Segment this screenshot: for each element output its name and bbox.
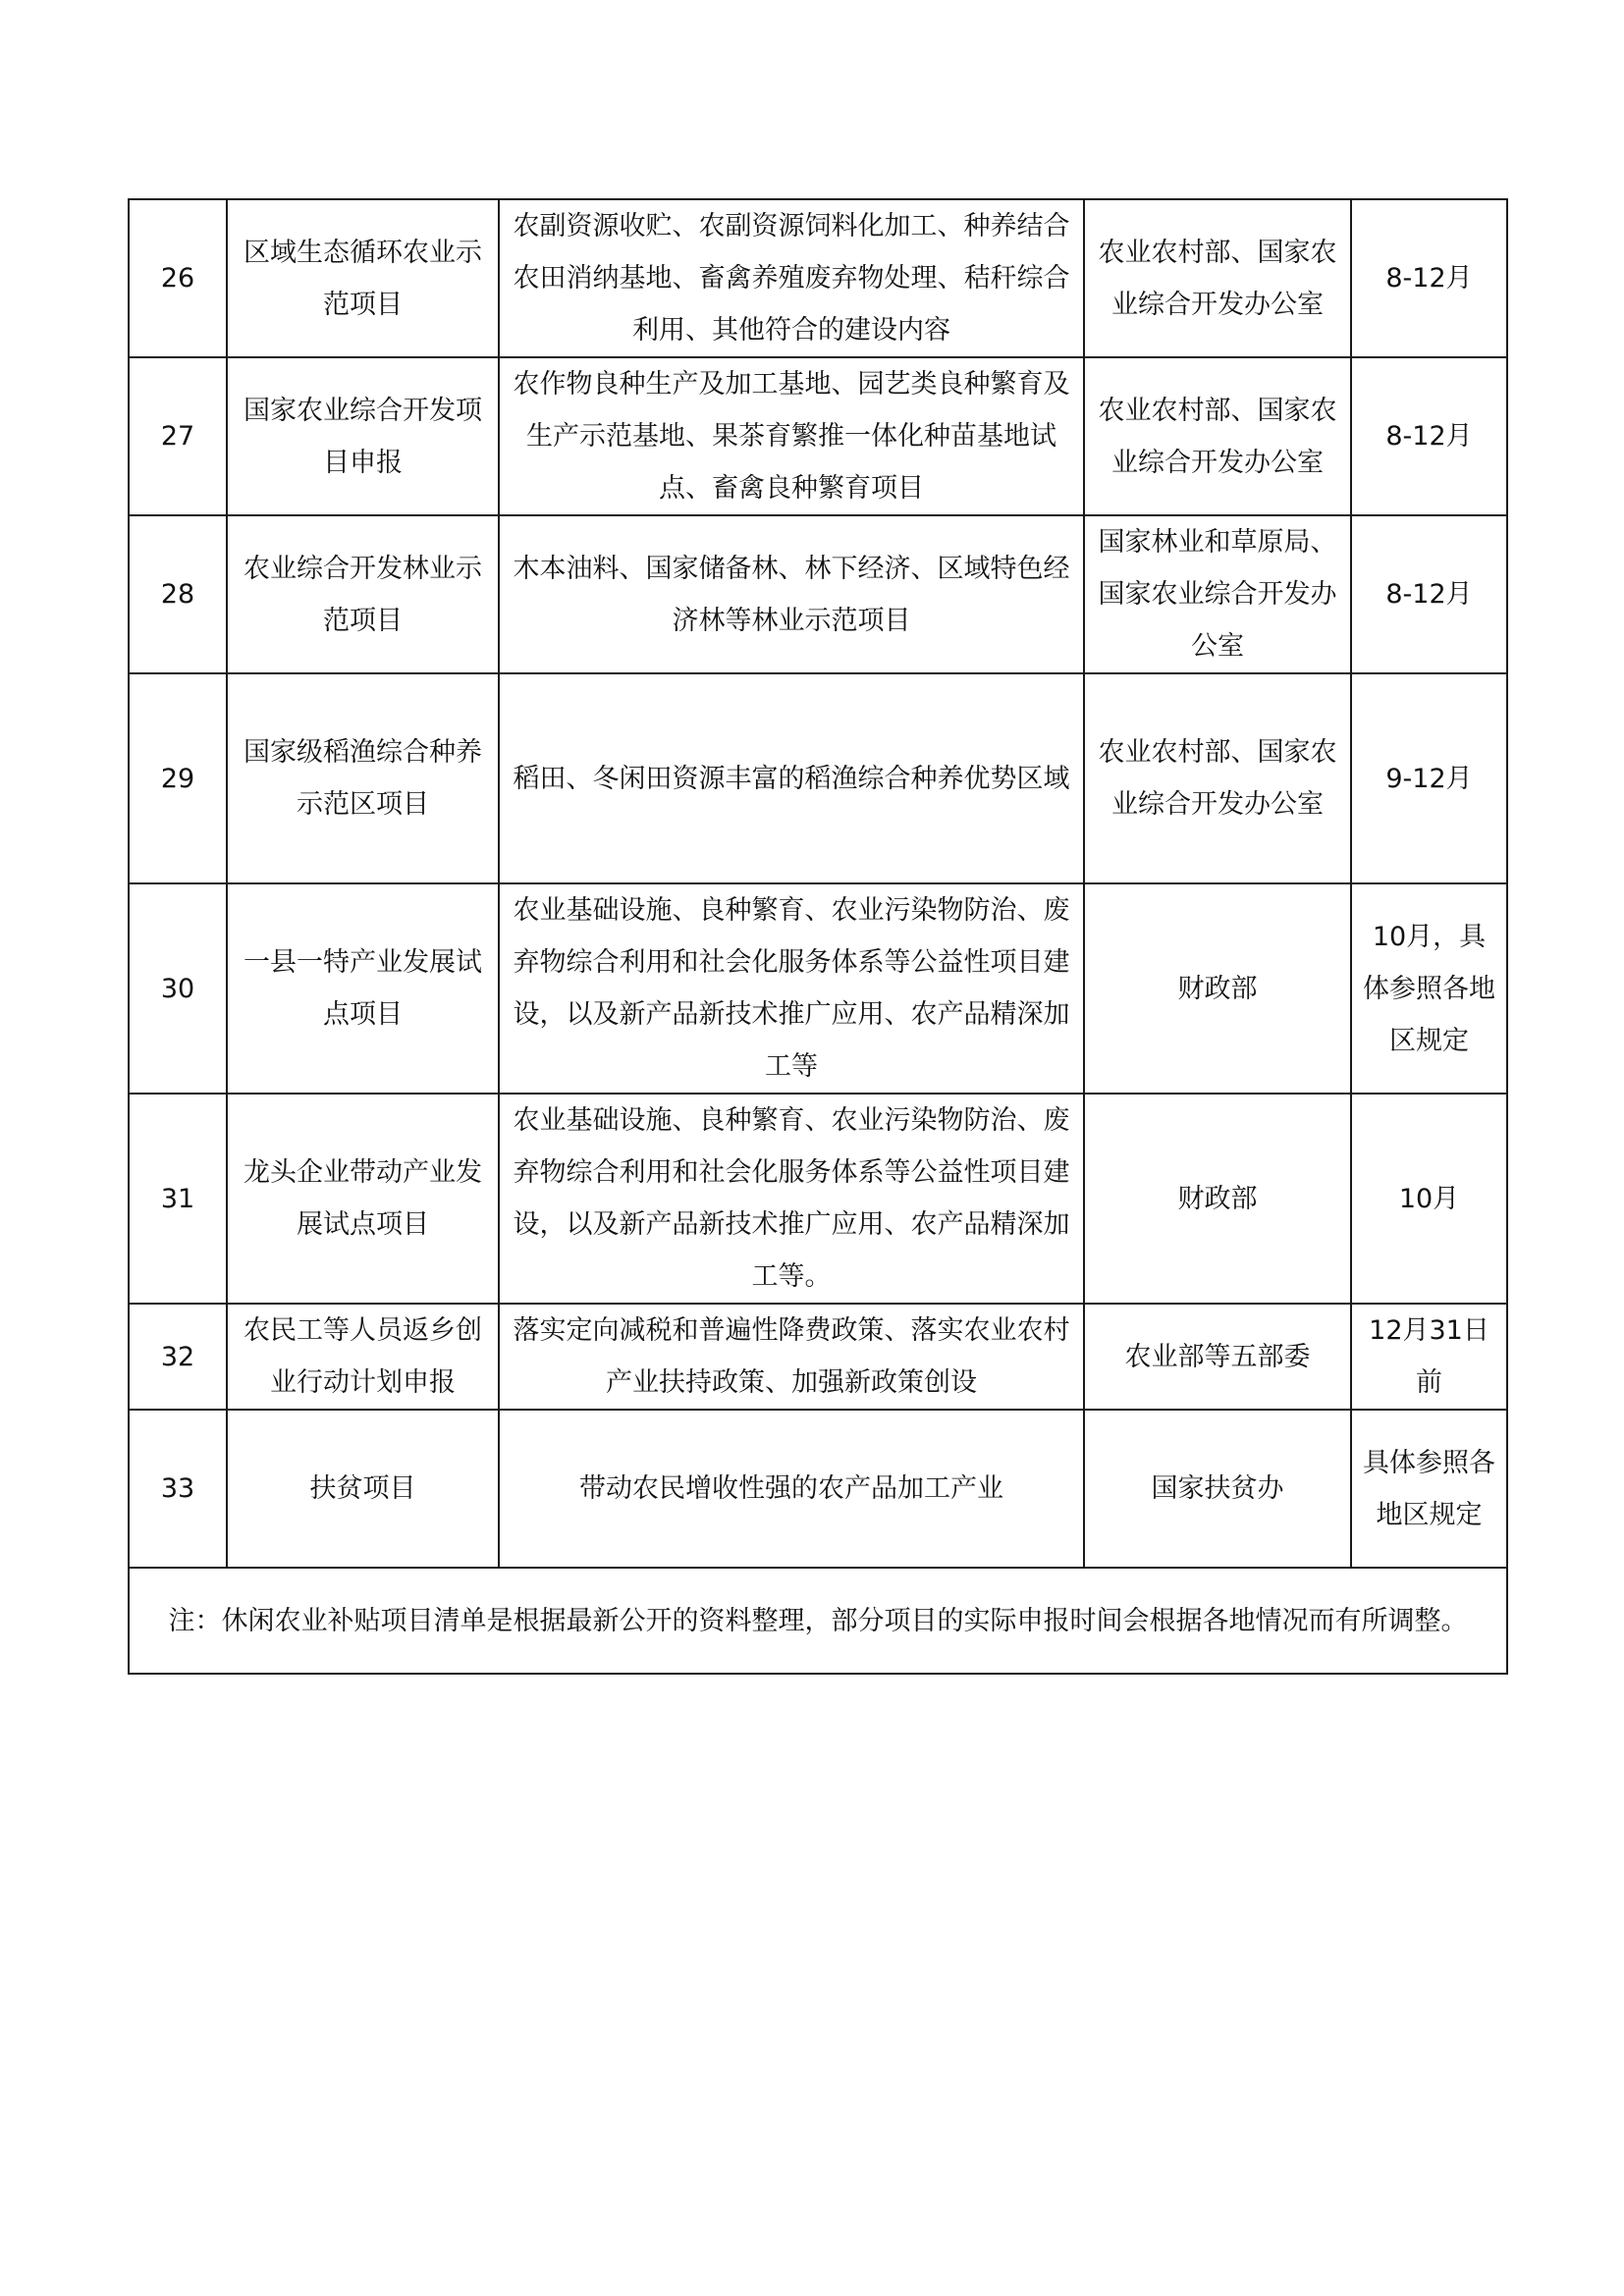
row-number: 26 xyxy=(129,199,227,357)
row-number: 33 xyxy=(129,1410,227,1568)
responsible-department: 国家扶贫办 xyxy=(1084,1410,1351,1568)
project-name: 扶贫项目 xyxy=(227,1410,499,1568)
table-note: 注：休闲农业补贴项目清单是根据最新公开的资料整理，部分项目的实际申报时间会根据各地情况而有所调整。 xyxy=(129,1568,1507,1674)
project-name: 龙头企业带动产业发展试点项目 xyxy=(227,1094,499,1304)
application-time: 8-12月 xyxy=(1351,515,1507,673)
responsible-department: 农业农村部、国家农业综合开发办公室 xyxy=(1084,199,1351,357)
project-content: 农副资源收贮、农副资源饲料化加工、种养结合农田消纳基地、畜禽养殖废弃物处理、秸秆综合利用、其他符合的建设内容 xyxy=(499,199,1084,357)
application-time: 12月31日前 xyxy=(1351,1304,1507,1410)
row-number: 28 xyxy=(129,515,227,673)
project-name: 国家农业综合开发项目申报 xyxy=(227,357,499,515)
subsidy-project-table xyxy=(128,198,1508,1675)
table-row xyxy=(129,515,1507,673)
table-row xyxy=(129,1094,1507,1304)
responsible-department: 财政部 xyxy=(1084,1094,1351,1304)
row-number: 27 xyxy=(129,357,227,515)
row-number: 32 xyxy=(129,1304,227,1410)
responsible-department: 农业农村部、国家农业综合开发办公室 xyxy=(1084,673,1351,883)
application-time: 10月，具体参照各地区规定 xyxy=(1351,883,1507,1094)
application-time: 具体参照各地区规定 xyxy=(1351,1410,1507,1568)
table-row xyxy=(129,1410,1507,1568)
project-content: 稻田、冬闲田资源丰富的稻渔综合种养优势区域 xyxy=(499,673,1084,883)
project-content: 木本油料、国家储备林、林下经济、区域特色经济林等林业示范项目 xyxy=(499,515,1084,673)
table-row xyxy=(129,199,1507,357)
row-number: 30 xyxy=(129,883,227,1094)
responsible-department: 财政部 xyxy=(1084,883,1351,1094)
project-content: 农作物良种生产及加工基地、园艺类良种繁育及生产示范基地、果茶育繁推一体化种苗基地试点、畜禽良种繁育项目 xyxy=(499,357,1084,515)
project-name: 国家级稻渔综合种养示范区项目 xyxy=(227,673,499,883)
project-content: 带动农民增收性强的农产品加工产业 xyxy=(499,1410,1084,1568)
application-time: 8-12月 xyxy=(1351,357,1507,515)
project-content: 落实定向减税和普遍性降费政策、落实农业农村产业扶持政策、加强新政策创设 xyxy=(499,1304,1084,1410)
project-content: 农业基础设施、良种繁育、农业污染物防治、废弃物综合利用和社会化服务体系等公益性项目建设，以及新产品新技术推广应用、农产品精深加工等。 xyxy=(499,1094,1084,1304)
table-row xyxy=(129,883,1507,1094)
table-row xyxy=(129,357,1507,515)
project-name: 农民工等人员返乡创业行动计划申报 xyxy=(227,1304,499,1410)
project-name: 区域生态循环农业示范项目 xyxy=(227,199,499,357)
project-name: 一县一特产业发展试点项目 xyxy=(227,883,499,1094)
table-row xyxy=(129,673,1507,883)
responsible-department: 农业农村部、国家农业综合开发办公室 xyxy=(1084,357,1351,515)
row-number: 31 xyxy=(129,1094,227,1304)
project-content: 农业基础设施、良种繁育、农业污染物防治、废弃物综合利用和社会化服务体系等公益性项目建设，以及新产品新技术推广应用、农产品精深加工等 xyxy=(499,883,1084,1094)
table-row xyxy=(129,1304,1507,1410)
project-name: 农业综合开发林业示范项目 xyxy=(227,515,499,673)
note-row xyxy=(129,1568,1507,1674)
row-number: 29 xyxy=(129,673,227,883)
application-time: 8-12月 xyxy=(1351,199,1507,357)
responsible-department: 国家林业和草原局、国家农业综合开发办公室 xyxy=(1084,515,1351,673)
application-time: 9-12月 xyxy=(1351,673,1507,883)
responsible-department: 农业部等五部委 xyxy=(1084,1304,1351,1410)
application-time: 10月 xyxy=(1351,1094,1507,1304)
